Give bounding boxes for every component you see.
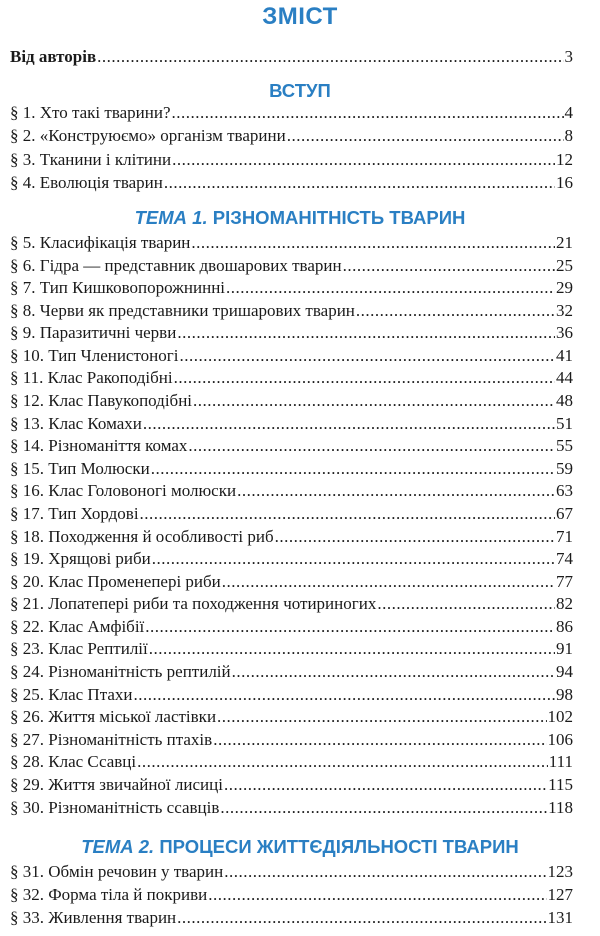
toc-entry[interactable]	[10, 481, 573, 503]
toc-entry-label: § 10. Тип Членистоногі	[10, 345, 179, 365]
toc-entry-label: § 18. Походження й особливості риб	[10, 526, 274, 546]
section-heading-topic1	[0, 207, 600, 229]
dot-leader	[174, 368, 555, 388]
toc-entry-page: 67	[556, 503, 573, 523]
dot-leader	[164, 173, 555, 193]
toc-entry-page: 123	[547, 862, 573, 881]
toc-entry-label: § 9. Паразитичні черви	[10, 323, 177, 343]
dot-leader	[188, 436, 555, 456]
toc-entry[interactable]	[10, 391, 573, 413]
dot-leader	[224, 775, 547, 795]
toc-entry-label: § 14. Різноманіття комах	[10, 436, 188, 456]
toc-entry-label: § 20. Клас Променепері риби	[10, 571, 221, 591]
toc-entry-page: 63	[556, 481, 573, 501]
toc-entry[interactable]	[10, 572, 573, 594]
toc-entry-label: § 11. Клас Ракоподібні	[10, 368, 173, 388]
toc-entry[interactable]	[10, 594, 573, 616]
toc-entry-page: 36	[556, 323, 573, 343]
toc-entry[interactable]	[10, 278, 573, 300]
toc-entry-label: § 25. Клас Птахи	[10, 684, 133, 704]
dot-leader	[97, 47, 563, 67]
toc-entry-label: § 17. Тип Хордові	[10, 503, 139, 523]
dot-leader	[172, 150, 555, 170]
dot-leader	[217, 707, 546, 727]
toc-entry-label: Від авторів	[10, 47, 97, 66]
toc-entry-label: § 21. Лопатепері риби та походження чотириногих	[10, 594, 377, 614]
toc-entry-page: 21	[556, 233, 573, 252]
toc-entry[interactable]	[10, 233, 573, 255]
dot-leader	[220, 798, 547, 818]
toc-entry[interactable]	[10, 414, 573, 436]
toc-entry-label: § 28. Клас Ссавці	[10, 752, 137, 772]
toc-entry-page: 82	[556, 594, 573, 614]
toc-entry[interactable]	[10, 323, 573, 345]
toc-entry-page: 91	[556, 639, 573, 659]
dot-leader	[177, 908, 546, 928]
toc-entry[interactable]	[10, 436, 573, 458]
section-heading-text: РІЗНОМАНІТНІСТЬ ТВАРИН	[207, 207, 466, 228]
toc-entry[interactable]	[10, 301, 573, 323]
toc-entry-page: 127	[547, 885, 573, 904]
toc-entry[interactable]	[10, 730, 573, 752]
dot-leader	[177, 323, 555, 343]
toc-entry-page: 41	[556, 345, 573, 365]
toc-entry[interactable]	[10, 662, 573, 684]
toc-entry-label: § 1. Хто такі тварини?	[10, 103, 171, 122]
toc-entry[interactable]	[10, 752, 573, 774]
dot-leader	[133, 685, 555, 705]
dot-leader	[143, 414, 555, 434]
toc-entry-page: 8	[564, 126, 573, 146]
toc-entry-page: 29	[556, 278, 573, 298]
toc-entry-label: § 31. Обмін речовин у тварин	[10, 862, 224, 881]
toc-entry-page: 111	[548, 752, 573, 772]
toc-entry[interactable]	[10, 549, 573, 571]
toc-entry-page: 3	[564, 47, 573, 66]
toc-entry[interactable]	[10, 617, 573, 639]
dot-leader	[343, 256, 555, 276]
toc-entry-label: § 24. Різноманітність рептилій	[10, 662, 231, 682]
toc-entry-page: 106	[547, 729, 573, 749]
toc-entry-label: § 33. Живлення тварин	[10, 908, 177, 927]
toc-entry[interactable]	[10, 504, 573, 526]
dot-leader	[140, 504, 555, 524]
dot-leader	[145, 617, 555, 637]
toc-entry[interactable]	[10, 639, 573, 661]
toc-entry-label: § 26. Життя міської ластівки	[10, 707, 217, 727]
dot-leader	[356, 301, 555, 321]
page-title: ЗМІСТ	[262, 3, 338, 30]
toc-entry-page: 4	[564, 103, 573, 122]
toc-entry-label: § 22. Клас Амфібії	[10, 616, 145, 636]
toc-entry-label: § 5. Класифікація тварин	[10, 233, 191, 252]
toc-entry[interactable]	[10, 707, 573, 729]
dot-leader	[377, 594, 555, 614]
dot-leader	[213, 730, 546, 750]
toc-entry-label: § 32. Форма тіла й покриви	[10, 885, 208, 904]
toc-entry-page: 44	[556, 368, 573, 388]
dot-leader	[224, 862, 546, 882]
toc-entry[interactable]	[10, 173, 573, 195]
toc-entry-label: § 29. Життя звичайної лисиці	[10, 774, 223, 794]
toc-entry-page: 12	[556, 149, 573, 169]
toc-entry-page: 25	[556, 255, 573, 275]
dot-leader	[275, 527, 555, 547]
toc-entry-page: 115	[548, 774, 573, 794]
section-heading-prefix: ТЕМА 2.	[81, 836, 155, 857]
dot-leader	[191, 233, 555, 253]
dot-leader	[287, 126, 564, 146]
toc-entry-label: § 23. Клас Рептилії	[10, 639, 148, 659]
dot-leader	[222, 572, 555, 592]
toc-entry[interactable]	[10, 368, 573, 390]
dot-leader	[232, 662, 555, 682]
toc-entry-page: 71	[556, 526, 573, 546]
dot-leader	[152, 549, 555, 569]
dot-leader	[193, 391, 555, 411]
toc-entry-label: § 7. Тип Кишковопорожнинні	[10, 278, 226, 298]
toc-entry-page: 32	[556, 300, 573, 320]
toc-entry[interactable]	[10, 346, 573, 368]
section-heading-text: ВСТУП	[269, 80, 331, 101]
dot-leader	[226, 278, 555, 298]
dot-leader	[149, 639, 555, 659]
toc-entry-page: 48	[556, 391, 573, 411]
toc-entry-page: 74	[556, 549, 573, 569]
toc-entry-label: § 16. Клас Головоногі молюски	[10, 481, 237, 501]
toc-entry-page: 77	[556, 571, 573, 591]
toc-entry[interactable]	[10, 126, 573, 148]
dot-leader	[179, 346, 555, 366]
section-heading-topic2	[0, 836, 600, 858]
toc-entry-label: § 27. Різноманітність птахів	[10, 729, 213, 749]
toc-entry-page: 55	[556, 436, 573, 456]
toc-entry-page: 51	[556, 413, 573, 433]
toc-entry[interactable]	[10, 150, 573, 172]
toc-entry[interactable]	[10, 885, 573, 907]
toc-entry-page: 59	[556, 458, 573, 478]
toc-entry[interactable]	[10, 908, 573, 930]
toc-entry[interactable]	[10, 775, 573, 797]
toc-entry-page: 102	[547, 707, 573, 727]
dot-leader	[237, 481, 555, 501]
toc-entry[interactable]	[10, 798, 573, 820]
toc-entry-page: 16	[556, 173, 573, 193]
toc-entry[interactable]	[10, 862, 573, 884]
toc-entry-label: § 8. Черви як представники тришарових тварин	[10, 300, 355, 320]
dot-leader	[172, 103, 564, 123]
toc-entry-label: § 12. Клас Павукоподібні	[10, 391, 193, 411]
section-heading-intro	[0, 80, 600, 102]
toc-entry-label: § 4. Еволюція тварин	[10, 173, 163, 193]
toc-entry[interactable]	[10, 459, 573, 481]
section-heading-prefix: ТЕМА 1.	[134, 207, 208, 228]
dot-leader	[137, 752, 548, 772]
toc-entry[interactable]	[10, 685, 573, 707]
toc-entry[interactable]	[10, 527, 573, 549]
toc-entry-label: § 6. Гідра — представник двошарових тварин	[10, 255, 342, 275]
toc-entry-label: § 3. Тканини і клітини	[10, 149, 172, 169]
toc-entry-page: 94	[556, 662, 573, 682]
toc-entry-label: § 30. Різноманітність ссавців	[10, 797, 220, 817]
section-heading-text: ПРОЦЕСИ ЖИТТЄДІЯЛЬНОСТІ ТВАРИН	[154, 836, 519, 857]
dot-leader	[208, 885, 546, 905]
toc-entry-label: § 13. Клас Комахи	[10, 413, 142, 433]
toc-entry-page: 118	[548, 797, 573, 817]
toc-entry-preface[interactable]	[10, 47, 573, 69]
toc-entry[interactable]	[10, 103, 573, 125]
dot-leader	[151, 459, 555, 479]
toc-entry[interactable]	[10, 256, 573, 278]
toc-entry-page: 86	[556, 616, 573, 636]
toc-entry-label: § 2. «Конструюємо» організм тварини	[10, 126, 286, 146]
toc-entry-label: § 19. Хрящові риби	[10, 549, 151, 569]
toc-entry-page: 131	[547, 908, 573, 927]
toc-entry-page: 98	[556, 684, 573, 704]
toc-entry-label: § 15. Тип Молюски	[10, 458, 150, 478]
